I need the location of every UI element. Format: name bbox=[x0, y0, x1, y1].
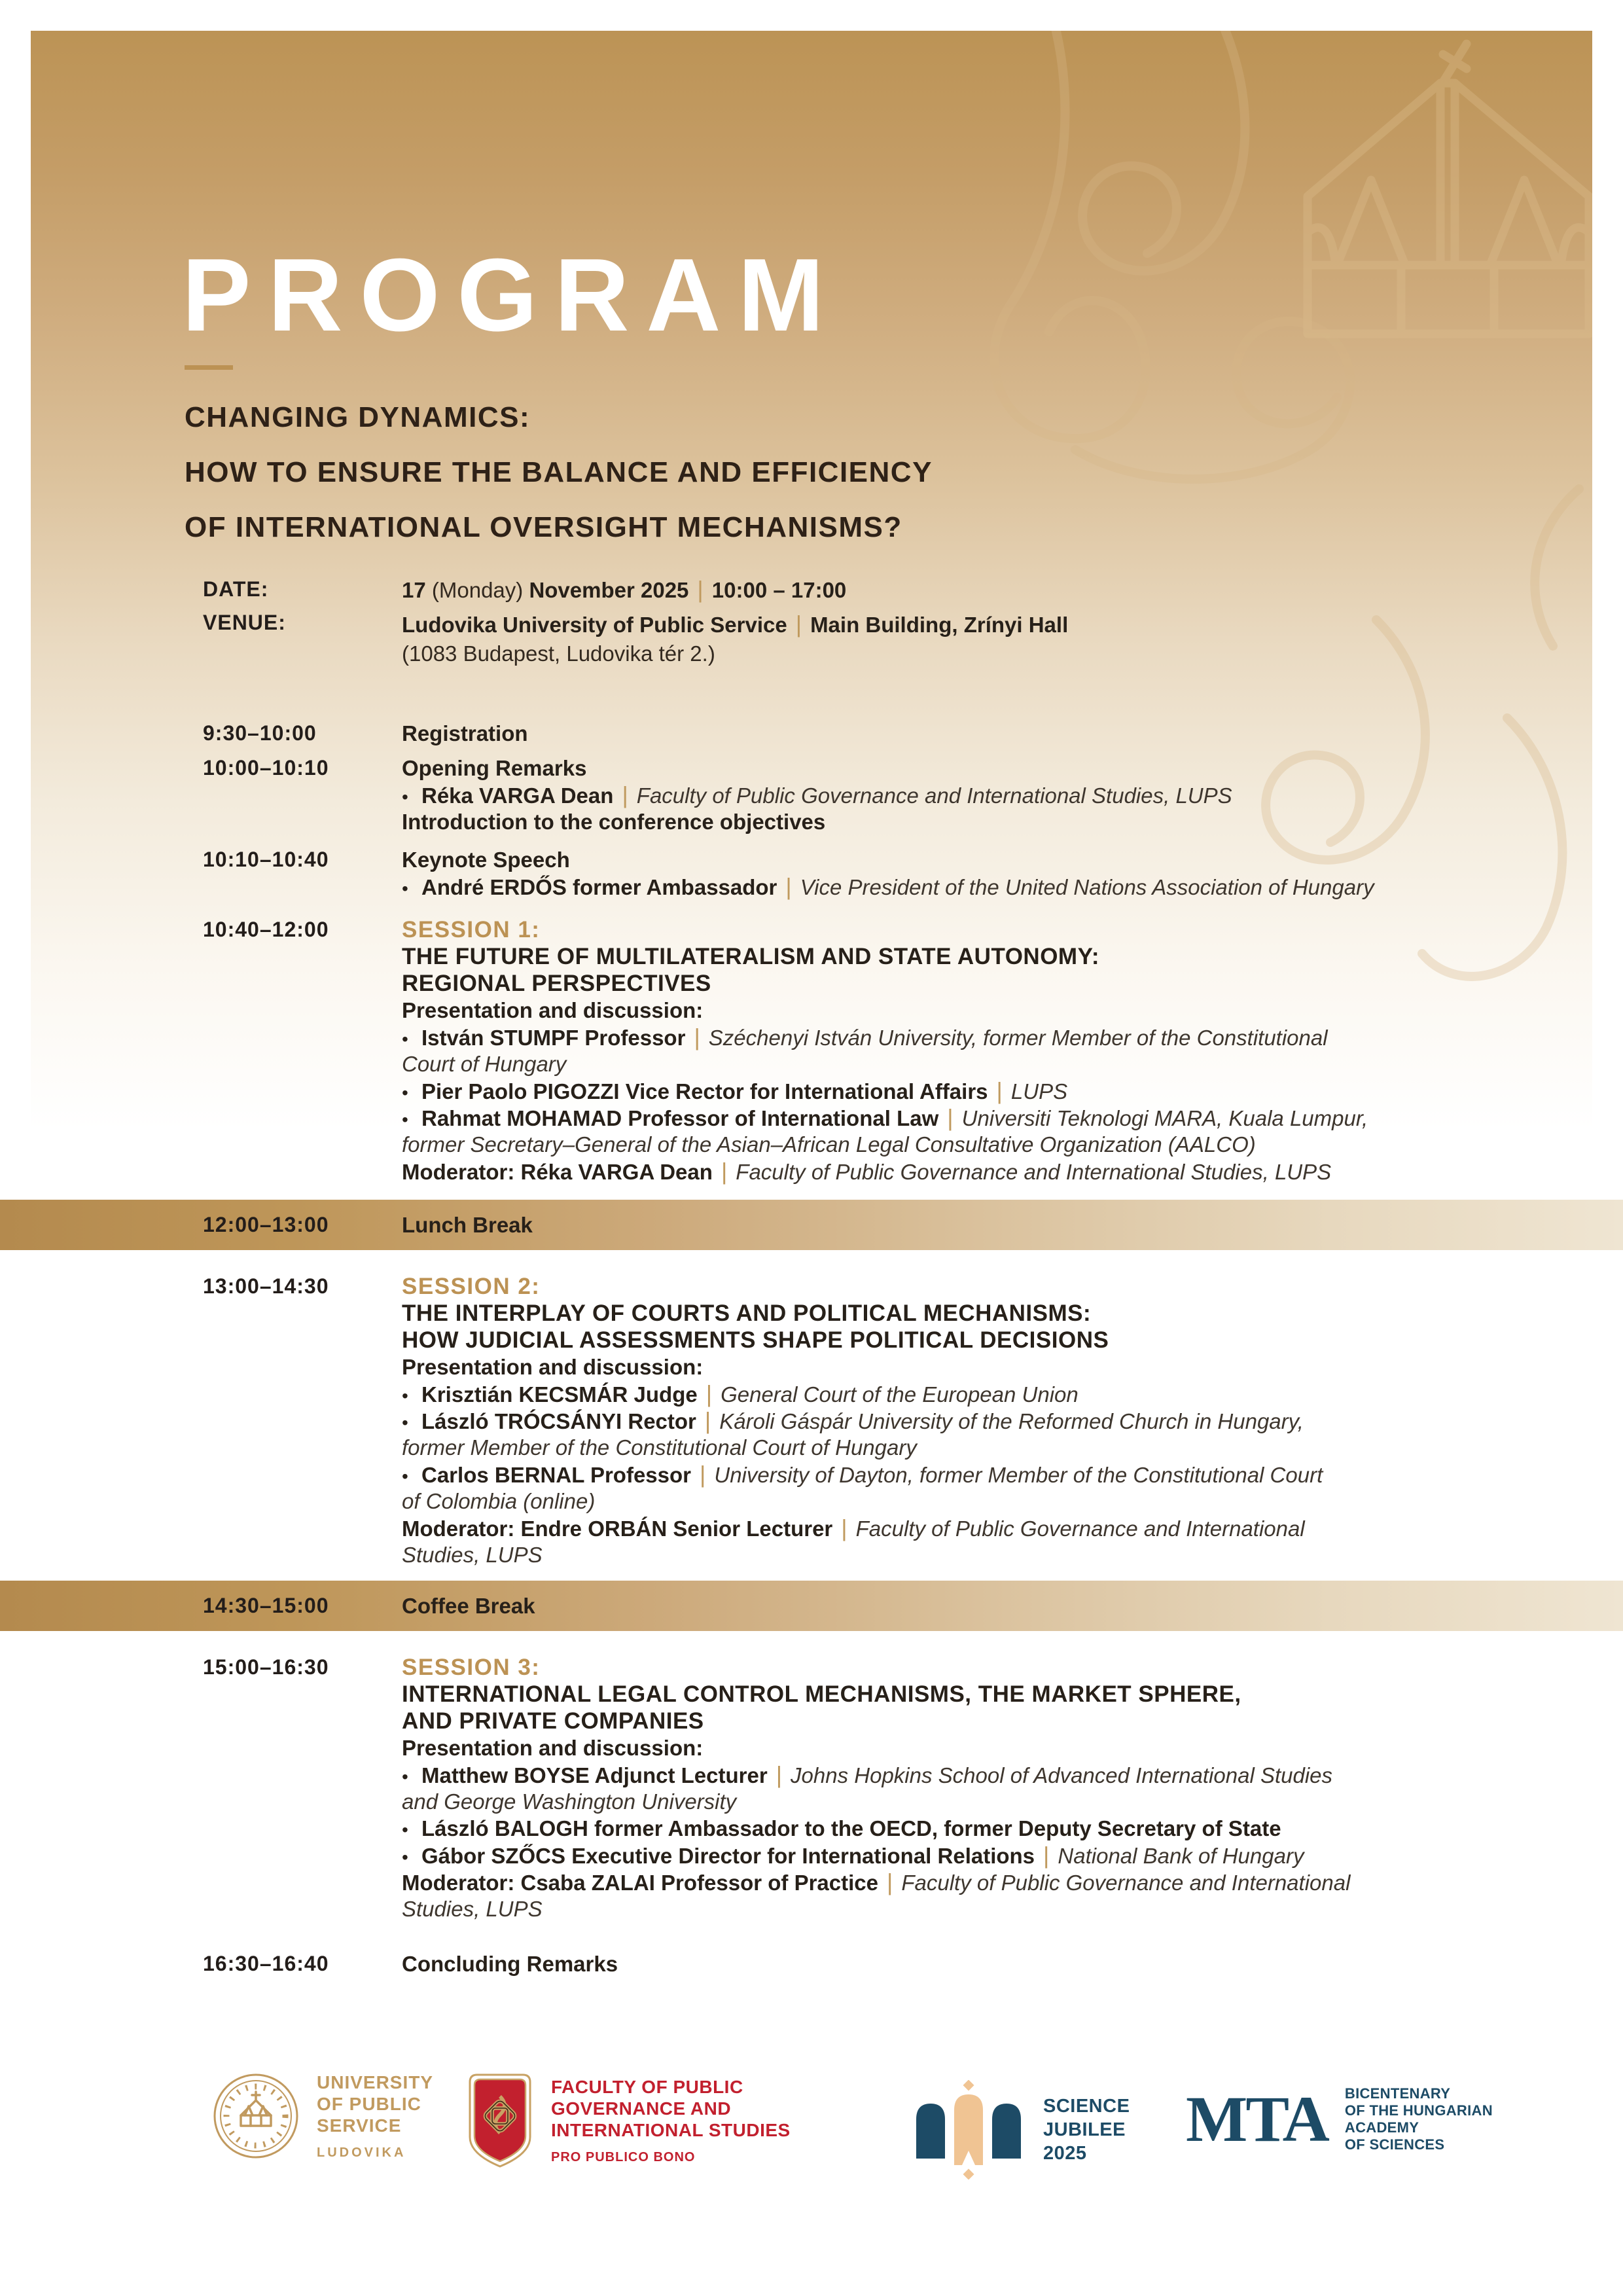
schedule-line bbox=[402, 1273, 1584, 1300]
text-segment: Introduction to the conference objectives bbox=[402, 810, 826, 834]
schedule-line bbox=[402, 1734, 1584, 1761]
pipe-separator: | bbox=[694, 1024, 700, 1050]
schedule-line bbox=[402, 1077, 1584, 1104]
mta-text-line: OF THE HUNGARIAN bbox=[1344, 2102, 1493, 2119]
time-label: 9:30–10:00 bbox=[203, 721, 317, 745]
text-segment: National Bank of Hungary bbox=[1058, 1844, 1304, 1868]
pipe-separator: | bbox=[887, 1869, 893, 1895]
subtitle-line-3: OF INTERNATIONAL OVERSIGHT MECHANISMS? bbox=[185, 511, 902, 543]
time-label: 10:40–12:00 bbox=[203, 918, 329, 941]
schedule-line bbox=[402, 1380, 1584, 1407]
schedule-line bbox=[402, 970, 1584, 997]
mta-wordmark: MTA bbox=[1186, 2083, 1328, 2155]
schedule-line bbox=[402, 873, 1584, 900]
ludovika-wordmark: LUDOVIKA bbox=[317, 2145, 406, 2160]
bullet-icon: • bbox=[402, 1767, 408, 1787]
schedule-line bbox=[402, 1654, 1584, 1681]
schedule-row-content bbox=[402, 609, 1584, 668]
text-segment: and George Washington University bbox=[402, 1789, 737, 1814]
text-segment: Krisztián KECSMÁR Judge bbox=[421, 1382, 698, 1407]
text-segment: Károli Gáspár University of the Reformed Church in Hungary, bbox=[719, 1409, 1304, 1433]
schedule-row bbox=[203, 609, 1584, 668]
schedule-line bbox=[402, 1950, 1584, 1977]
mta-text-line: ACADEMY bbox=[1344, 2119, 1419, 2136]
time-label: DATE: bbox=[203, 577, 269, 601]
time-label: 12:00–13:00 bbox=[203, 1213, 329, 1236]
pipe-separator: | bbox=[705, 1380, 713, 1407]
text-segment: Moderator: Réka VARGA Dean bbox=[402, 1160, 713, 1184]
pipe-separator: | bbox=[841, 1515, 847, 1541]
pipe-separator: | bbox=[947, 1104, 954, 1131]
title-underline-dash bbox=[185, 365, 233, 370]
text-segment: Gábor SZŐCS Executive Director for International Relations bbox=[421, 1844, 1035, 1868]
text-segment: former Member of the Constitutional Court of Hungary bbox=[402, 1435, 917, 1460]
pipe-separator: | bbox=[704, 1407, 711, 1434]
ludovika-text-line: SERVICE bbox=[317, 2115, 402, 2136]
text-segment: Main Building, Zrínyi Hall bbox=[810, 613, 1069, 637]
mta-text-line: OF SCIENCES bbox=[1344, 2136, 1445, 2153]
break-label: Coffee Break bbox=[402, 1593, 535, 1618]
schedule-line bbox=[402, 1488, 1584, 1515]
ludovika-logo-group bbox=[212, 2072, 433, 2161]
text-segment: THE FUTURE OF MULTILATERALISM AND STATE AUTONOMY: bbox=[402, 944, 1099, 969]
text-segment: Concluding Remarks bbox=[402, 1952, 618, 1976]
schedule-line bbox=[402, 1407, 1584, 1434]
pipe-separator: | bbox=[700, 1461, 706, 1488]
subtitle-line-1: CHANGING DYNAMICS: bbox=[185, 401, 531, 433]
schedule-line bbox=[402, 609, 1584, 639]
session-heading: SESSION 3: bbox=[402, 1655, 541, 1680]
schedule-line bbox=[402, 1515, 1584, 1541]
schedule-line bbox=[402, 781, 1584, 808]
text-segment: Opening Remarks bbox=[402, 756, 587, 780]
bullet-icon: • bbox=[402, 1820, 408, 1840]
schedule-line bbox=[402, 1104, 1584, 1131]
schedule-line bbox=[402, 1158, 1584, 1185]
text-segment: Moderator: Csaba ZALAI Professor of Practice bbox=[402, 1871, 878, 1895]
schedule-row bbox=[203, 1950, 1584, 1977]
schedule-line bbox=[402, 808, 1584, 835]
faculty-motto: PRO PUBLICO BONO bbox=[551, 2150, 696, 2164]
pipe-separator: | bbox=[795, 611, 802, 637]
text-segment: Johns Hopkins School of Advanced International Studies bbox=[791, 1763, 1333, 1787]
pipe-separator: | bbox=[785, 873, 792, 900]
schedule-row-content bbox=[402, 1950, 1584, 1977]
bullet-icon: • bbox=[402, 1083, 408, 1103]
mta-logo-group bbox=[1186, 2085, 1493, 2153]
schedule-row-content bbox=[402, 576, 1584, 603]
bullet-icon: • bbox=[402, 1386, 408, 1406]
text-segment: 10:00 – 17:00 bbox=[711, 578, 847, 602]
schedule-line bbox=[402, 1300, 1584, 1327]
text-segment: Rahmat MOHAMAD Professor of International Law bbox=[421, 1106, 939, 1130]
text-segment: Moderator: Endre ORBÁN Senior Lecturer bbox=[402, 1516, 833, 1541]
jubilee-text-line: 2025 bbox=[1043, 2143, 1087, 2164]
schedule-row bbox=[203, 720, 1584, 747]
mta-text-line: BICENTENARY bbox=[1344, 2085, 1451, 2102]
text-segment: Pier Paolo PIGOZZI Vice Rector for International Affairs bbox=[421, 1079, 988, 1103]
schedule-line bbox=[402, 1761, 1584, 1788]
text-segment: László TRÓCSÁNYI Rector bbox=[421, 1409, 696, 1433]
text-segment: Széchenyi István University, former Member of the Constitutional bbox=[708, 1026, 1328, 1050]
text-segment: Réka VARGA Dean bbox=[421, 783, 614, 808]
ludovika-text-line: OF PUBLIC bbox=[317, 2094, 421, 2114]
text-segment: 17 bbox=[402, 578, 426, 602]
schedule-line bbox=[402, 1024, 1584, 1050]
ludovika-text-line: UNIVERSITY bbox=[317, 2072, 434, 2092]
bullet-icon: • bbox=[402, 878, 408, 899]
time-label: 13:00–14:30 bbox=[203, 1274, 329, 1298]
schedule-line bbox=[402, 943, 1584, 970]
bullet-icon: • bbox=[402, 1466, 408, 1486]
schedule-line bbox=[402, 1681, 1584, 1708]
text-segment: Presentation and discussion: bbox=[402, 1355, 704, 1379]
faculty-logo-group bbox=[466, 2072, 791, 2170]
session-heading: SESSION 1: bbox=[402, 917, 541, 942]
bullet-icon: • bbox=[402, 1847, 408, 1867]
text-segment: Vice President of the United Nations Association of Hungary bbox=[800, 875, 1374, 899]
schedule-line bbox=[402, 1708, 1584, 1734]
schedule-line bbox=[402, 1461, 1584, 1488]
ludovika-emblem-icon bbox=[212, 2072, 300, 2160]
faculty-text-line: FACULTY OF PUBLIC bbox=[551, 2077, 743, 2097]
time-label: 16:30–16:40 bbox=[203, 1952, 329, 1975]
schedule-line bbox=[402, 1541, 1584, 1568]
bullet-icon: • bbox=[402, 1412, 408, 1433]
text-segment: AND PRIVATE COMPANIES bbox=[402, 1708, 704, 1734]
faculty-text-line: INTERNATIONAL STUDIES bbox=[551, 2120, 791, 2140]
schedule-section-afternoon-1 bbox=[203, 1273, 1584, 1568]
time-label: 10:10–10:40 bbox=[203, 848, 329, 871]
schedule-line bbox=[402, 1815, 1584, 1842]
schedule-line bbox=[402, 997, 1584, 1024]
jubilee-text-line: JUBILEE bbox=[1043, 2119, 1126, 2140]
text-segment: University of Dayton, former Member of the Constitutional Court bbox=[714, 1463, 1323, 1487]
schedule-line bbox=[402, 755, 1584, 781]
schedule-line bbox=[402, 1788, 1584, 1815]
schedule-line bbox=[402, 1434, 1584, 1461]
page-title: PROGRAM bbox=[182, 238, 842, 353]
text-segment: Faculty of Public Governance and International Studies, LUPS bbox=[736, 1160, 1332, 1184]
bullet-icon: • bbox=[402, 1029, 408, 1049]
jubilee-text-line: SCIENCE bbox=[1043, 2096, 1130, 2117]
schedule-section-morning bbox=[203, 576, 1584, 1185]
session-heading: SESSION 2: bbox=[402, 1274, 541, 1299]
schedule-line bbox=[402, 1354, 1584, 1380]
schedule-line bbox=[402, 720, 1584, 747]
time-label: 10:00–10:10 bbox=[203, 756, 329, 780]
text-segment: HOW JUDICIAL ASSESSMENTS SHAPE POLITICAL DECISIONS bbox=[402, 1327, 1109, 1353]
schedule-row-content bbox=[402, 916, 1584, 1185]
schedule-line bbox=[402, 846, 1584, 873]
break-label: Lunch Break bbox=[402, 1212, 533, 1237]
schedule-row bbox=[203, 846, 1584, 900]
bullet-icon: • bbox=[402, 1109, 408, 1130]
text-segment: Presentation and discussion: bbox=[402, 1736, 704, 1760]
text-segment: István STUMPF Professor bbox=[421, 1026, 686, 1050]
schedule-row-content bbox=[402, 755, 1584, 835]
text-segment: THE INTERPLAY OF COURTS AND POLITICAL MECHANISMS: bbox=[402, 1300, 1092, 1326]
text-segment: Universiti Teknologi MARA, Kuala Lumpur, bbox=[961, 1106, 1368, 1130]
pipe-separator: | bbox=[622, 781, 628, 808]
schedule-line bbox=[402, 1050, 1584, 1077]
subtitle-line-2: HOW TO ENSURE THE BALANCE AND EFFICIENCY bbox=[185, 456, 933, 488]
science-jubilee-logo-group bbox=[911, 2080, 1130, 2179]
schedule-line bbox=[402, 916, 1584, 943]
text-segment: Court of Hungary bbox=[402, 1052, 567, 1076]
coffee-break-bar bbox=[0, 1581, 1623, 1631]
text-segment: Keynote Speech bbox=[402, 848, 570, 872]
pipe-separator: | bbox=[1043, 1842, 1050, 1869]
text-segment: Ludovika University of Public Service bbox=[402, 613, 787, 637]
schedule-row bbox=[203, 1654, 1584, 1922]
faculty-text-line: GOVERNANCE AND bbox=[551, 2098, 732, 2119]
schedule-row bbox=[203, 755, 1584, 835]
bullet-icon: • bbox=[402, 787, 408, 807]
time-label: VENUE: bbox=[203, 611, 286, 634]
science-jubilee-arches-icon bbox=[911, 2080, 1026, 2179]
text-segment: László BALOGH former Ambassador to the OECD, former Deputy Secretary of State bbox=[421, 1816, 1281, 1840]
schedule-line bbox=[402, 1842, 1584, 1869]
text-segment: André ERDŐS former Ambassador bbox=[421, 875, 777, 899]
schedule-line bbox=[402, 1327, 1584, 1354]
conference-subtitle bbox=[185, 390, 933, 555]
text-segment: Matthew BOYSE Adjunct Lecturer bbox=[421, 1763, 768, 1787]
text-segment: Faculty of Public Governance and International Studies, LUPS bbox=[636, 783, 1232, 808]
text-segment: former Secretary–General of the Asian–African Legal Consultative Organization (AALCO) bbox=[402, 1132, 1256, 1157]
text-segment: November 2025 bbox=[529, 578, 689, 602]
text-segment: INTERNATIONAL LEGAL CONTROL MECHANISMS, THE MARKET SPHERE, bbox=[402, 1681, 1241, 1707]
schedule-line bbox=[402, 1131, 1584, 1158]
lunch-break-bar bbox=[0, 1200, 1623, 1250]
schedule-row-content bbox=[402, 846, 1584, 900]
pipe-separator: | bbox=[721, 1158, 728, 1185]
text-segment: Studies, LUPS bbox=[402, 1897, 543, 1921]
text-segment: (1083 Budapest, Ludovika tér 2.) bbox=[402, 641, 715, 666]
text-segment: Studies, LUPS bbox=[402, 1543, 543, 1567]
schedule-row-content bbox=[402, 1273, 1584, 1568]
pipe-separator: | bbox=[697, 576, 704, 603]
time-label: 15:00–16:30 bbox=[203, 1655, 329, 1679]
text-segment: (Monday) bbox=[425, 578, 529, 602]
schedule-row bbox=[203, 916, 1584, 1185]
schedule-section-afternoon-2 bbox=[203, 1654, 1584, 1977]
pipe-separator: | bbox=[776, 1761, 783, 1788]
text-segment: Presentation and discussion: bbox=[402, 998, 704, 1022]
text-segment: Carlos BERNAL Professor bbox=[421, 1463, 692, 1487]
text-segment: REGIONAL PERSPECTIVES bbox=[402, 971, 711, 996]
schedule-line bbox=[402, 1895, 1584, 1922]
text-segment: Faculty of Public Governance and International bbox=[901, 1871, 1351, 1895]
schedule-line bbox=[402, 1869, 1584, 1895]
schedule-row-content bbox=[402, 720, 1584, 747]
faculty-shield-icon bbox=[466, 2072, 534, 2170]
schedule-line bbox=[402, 639, 1584, 668]
time-label: 14:30–15:00 bbox=[203, 1594, 329, 1617]
text-segment: LUPS bbox=[1010, 1079, 1068, 1103]
text-segment: General Court of the European Union bbox=[721, 1382, 1079, 1407]
schedule-row bbox=[203, 576, 1584, 603]
text-segment: Faculty of Public Governance and International bbox=[855, 1516, 1305, 1541]
text-segment: Registration bbox=[402, 721, 528, 745]
text-segment: of Colombia (online) bbox=[402, 1489, 596, 1513]
pipe-separator: | bbox=[996, 1077, 1003, 1104]
schedule-line bbox=[402, 576, 1584, 603]
schedule-row bbox=[203, 1273, 1584, 1568]
schedule-row-content bbox=[402, 1654, 1584, 1922]
